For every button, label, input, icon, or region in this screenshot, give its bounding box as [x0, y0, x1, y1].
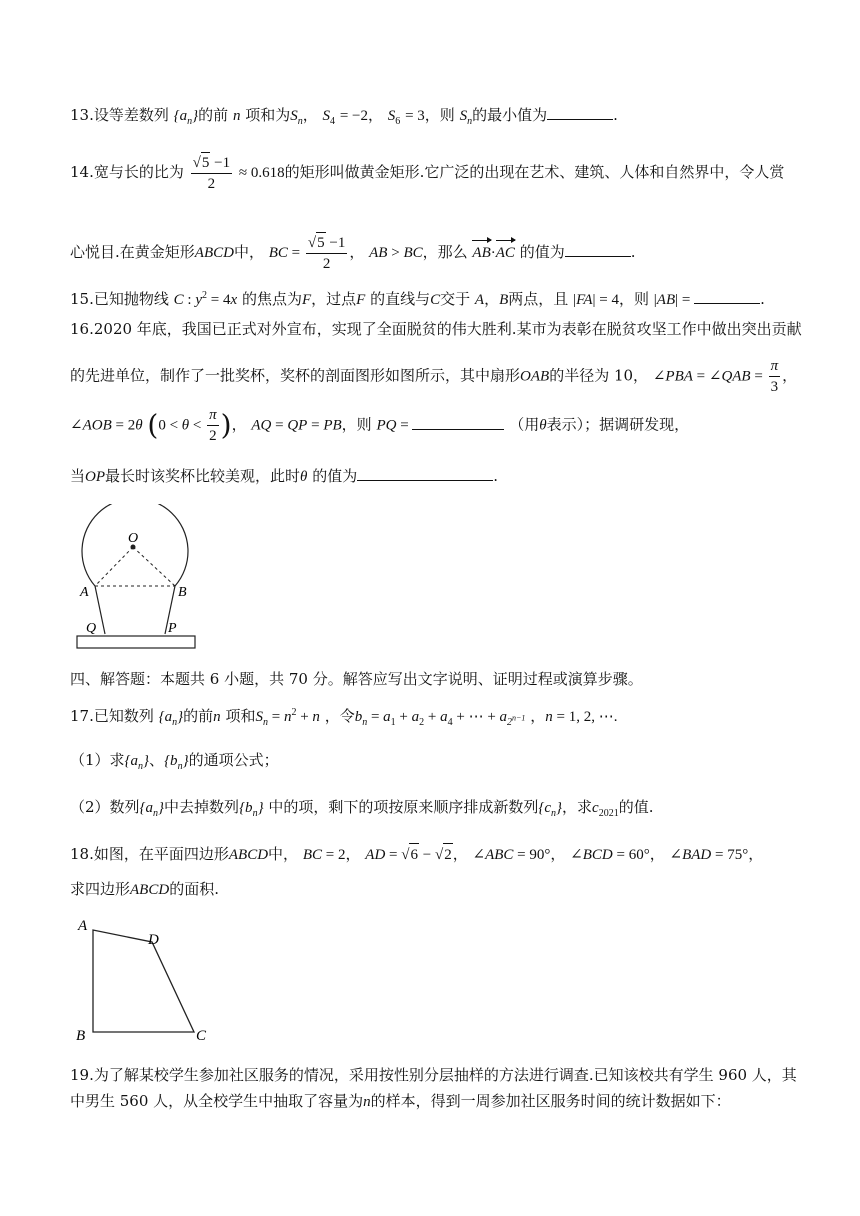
golden-ratio-fraction: $\frac{√5 -1}{2}$ — [191, 152, 232, 194]
question-17-part-2: （2）数列$\{a_n\}$中去掉数列$\{b_n\}$ 中的项，剩下的项按原来顺序排成新数列$\{c_n\}$，求$c_{2021}$的值. — [70, 798, 654, 819]
question-18-line-2: 求四边形ABCD的面积. — [70, 880, 219, 898]
label-a: A — [80, 585, 89, 600]
segment-aq — [95, 586, 105, 634]
label-b: B — [178, 585, 187, 600]
question-19-line-1: 19.为了解某校学生参加社区服务的情况，采用按性别分层抽样的方法进行调查.已知该校共有学生 960 人，其 — [70, 1066, 797, 1084]
question-17-part-1: （1）求$\{a_n\}$、$\{b_n\}$的通项公式； — [70, 751, 279, 772]
answer-blank — [412, 415, 504, 430]
dashed-oa — [95, 547, 133, 586]
label-q: Q — [86, 621, 97, 636]
question-15: 15.已知抛物线 C : $y^2 = 4x$ 的焦点为F，过点F 的直线与C交于 A，B两点，且 |FA| = 4，则 |AB| = . — [70, 290, 765, 308]
label-o: O — [128, 531, 139, 546]
label-c: C — [196, 1028, 207, 1044]
quadrilateral-abcd — [93, 930, 194, 1032]
question-14-line-1: 14.宽与长的比为 $\frac{√5 -1}{2}$ ≈ 0.618的矩形叫做黄金矩形.它广泛的出现在艺术、建筑、人体和自然界中，令人赏 — [70, 152, 784, 194]
question-16-line-4: 当OP最长时该奖杯比较美观，此时θ 的值为 . — [70, 467, 498, 485]
answer-blank — [547, 105, 613, 120]
question-16-line-1: 16.2020 年底，我国已正式对外宣布，实现了全面脱贫的伟大胜利.某市为表彰在脱贫攻坚工作中做出突出贡献 — [70, 320, 802, 338]
label-a: A — [78, 918, 88, 934]
trophy-base — [77, 636, 195, 648]
quadrilateral-figure — [72, 912, 222, 1052]
section-4-heading: 四、解答题：本题共 6 小题，共 70 分。解答应写出文字说明、证明过程或演算步骤。 — [70, 670, 643, 688]
answer-blank — [694, 289, 760, 304]
dashed-ob — [133, 547, 175, 586]
label-d: D — [148, 932, 159, 948]
question-17: 17.已知数列 $\{a_n\}$的前n 项和$S_n = n^2 + n$ ，令$b_n = a_1 + a_2 + a_4$ + ⋯ + $a_{2^{n-1}}$ ，n = 1, 2, ⋯. — [70, 707, 618, 728]
question-18-line-1: 18.如图，在平面四边形ABCD中， BC = 2， AD = √6 − √2， ∠ABC = 90°， ∠BCD = 60°， ∠BAD = 75°， — [70, 843, 763, 866]
label-p: P — [168, 621, 177, 636]
question-19-line-2: 中男生 560 人，从全校学生中抽取了容量为n的样本，得到一周参加社区服务时间的统计数据如下： — [70, 1092, 731, 1110]
question-16-line-2: 的先进单位，制作了一批奖杯，奖杯的剖面图形如图所示，其中扇形OAB的半径为 10， ∠PBA = ∠QAB = $\frac{\pi}{3}$ ， — [70, 358, 798, 395]
question-13: 13.设等差数列 $\{a_n\}$的前 n 项和为$S_n$， $S_4 = -2$， $S_6 = 3$，则 $S_n$的最小值为 . — [70, 106, 618, 127]
question-14-line-2: 心悦目.在黄金矩形ABCD中， BC = $\frac{√5 -1}{2}$ ， AB > BC，那么 AB·AC 的值为 . — [70, 232, 635, 274]
answer-blank — [565, 242, 631, 257]
answer-blank — [357, 466, 493, 481]
math-seq-an: $\{a_n\}$ — [173, 108, 199, 127]
trophy-figure — [72, 504, 212, 654]
question-16-line-3: ∠AOB = 2θ (0 < θ < $\frac{\pi}{2}$ )， AQ = QP = PB，则 PQ = （用θ表示）；据调研发现， — [70, 407, 690, 444]
label-b: B — [76, 1028, 86, 1044]
